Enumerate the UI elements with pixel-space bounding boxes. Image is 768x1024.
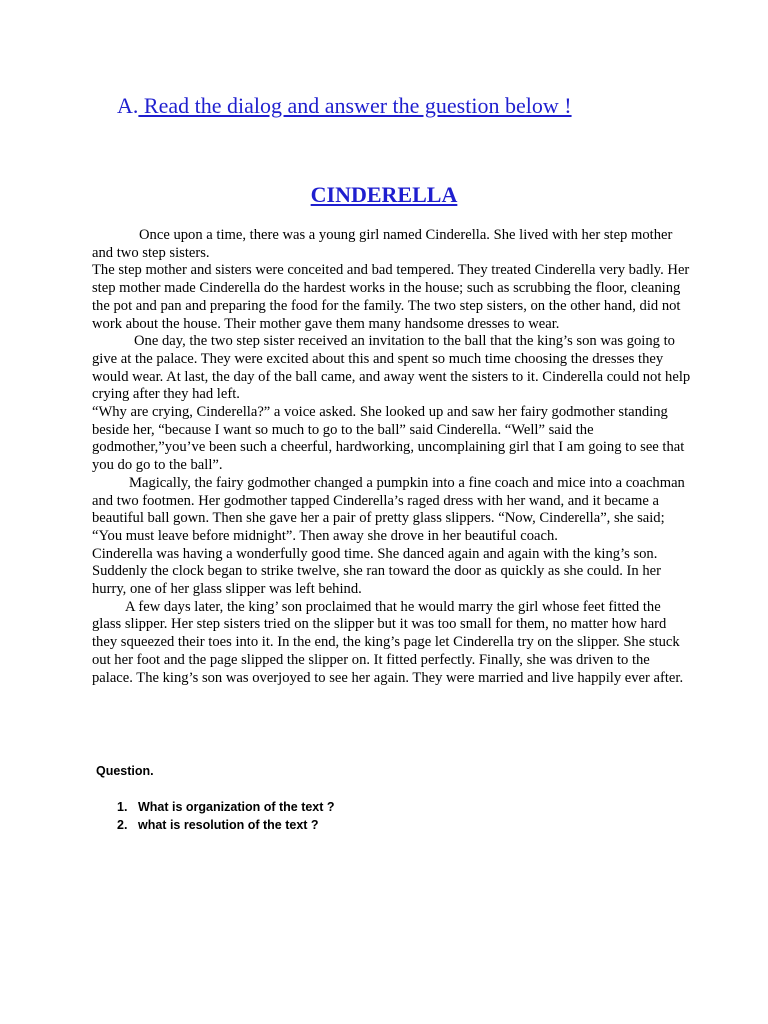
questions-section: [96, 762, 335, 834]
story-paragraph: The step mother and sisters were conceited and bad tempered. They treated Cinderella very badly. Her step mother made Cinderella do the hardest works in the house; such as scrubbing the floor, cleaning the pot and pan and preparing the food for the family. The two step sisters, on the other hand, did not work about the house. Their mother gave them many handsome dresses to wear.: [92, 262, 690, 332]
question-number: 1.: [117, 800, 128, 814]
question-number: 2.: [117, 818, 128, 832]
question-text: what is resolution of the text ?: [138, 818, 319, 832]
story-paragraph: One day, the two step sister received an invitation to the ball that the king’s son was going to give at the palace. They were excited about this and spent so much time choosing the dresses they would wear. At last, the day of the ball came, and away went the sisters to it. Cinderella could not help crying after they had left.: [92, 333, 691, 403]
question-text: What is organization of the text ?: [138, 800, 335, 814]
story-paragraph: Once upon a time, there was a young girl named Cinderella. She lived with her step mother and two step sisters.: [92, 227, 673, 261]
question-item: [96, 816, 335, 834]
story-body: [92, 227, 692, 687]
story-paragraph: A few days later, the king’ son proclaimed that he would marry the girl whose feet fitted the glass slipper. Her step sisters tried on the slipper but it was too small for them, no matter how hard they squeezed their toes into it. In the end, the king’s page let Cinderella try on the slipper. She stuck out her foot and the page slipped the slipper on. It fitted perfectly. Finally, she was driven to the palace. The king’s son was overjoyed to see her again. They were married and live happily ever after.: [92, 598, 684, 686]
story-paragraph: “Why are crying, Cinderella?” a voice asked. She looked up and saw her fairy godmother standing beside her, “because I want so much to go to the ball” said Cinderella. “Well” said the godmother,”you’ve been such a cheerful, hardworking, uncomplaining girl that I am going to see that you do go to the ball”.: [92, 404, 685, 474]
story-paragraph: Magically, the fairy godmother changed a pumpkin into a fine coach and mice into a coachman and two footmen. Her godmother tapped Cinderella’s raged dress with her wand, and it became a beautiful ball gown. Then she gave her a pair of pretty glass slippers. “Now, Cinderella”, she said; “You must leave before midnight”. Then away she drove in her beautiful coach.: [92, 474, 685, 544]
questions-heading: Question.: [96, 764, 154, 778]
questions-list: [96, 798, 335, 834]
instruction-text: Read the dialog and answer the guestion below !: [138, 93, 572, 118]
story-paragraph: Cinderella was having a wonderfully good time. She danced again and again with the king’s son. Suddenly the clock began to strike twelve, she ran toward the door as quickly as she could. In her hurry, one of her glass slipper was left behind.: [92, 545, 661, 598]
instruction-letter: A.: [117, 93, 139, 118]
question-item: [96, 798, 335, 816]
instruction-heading: [117, 92, 572, 120]
story-title: CINDERELLA: [310, 182, 458, 207]
